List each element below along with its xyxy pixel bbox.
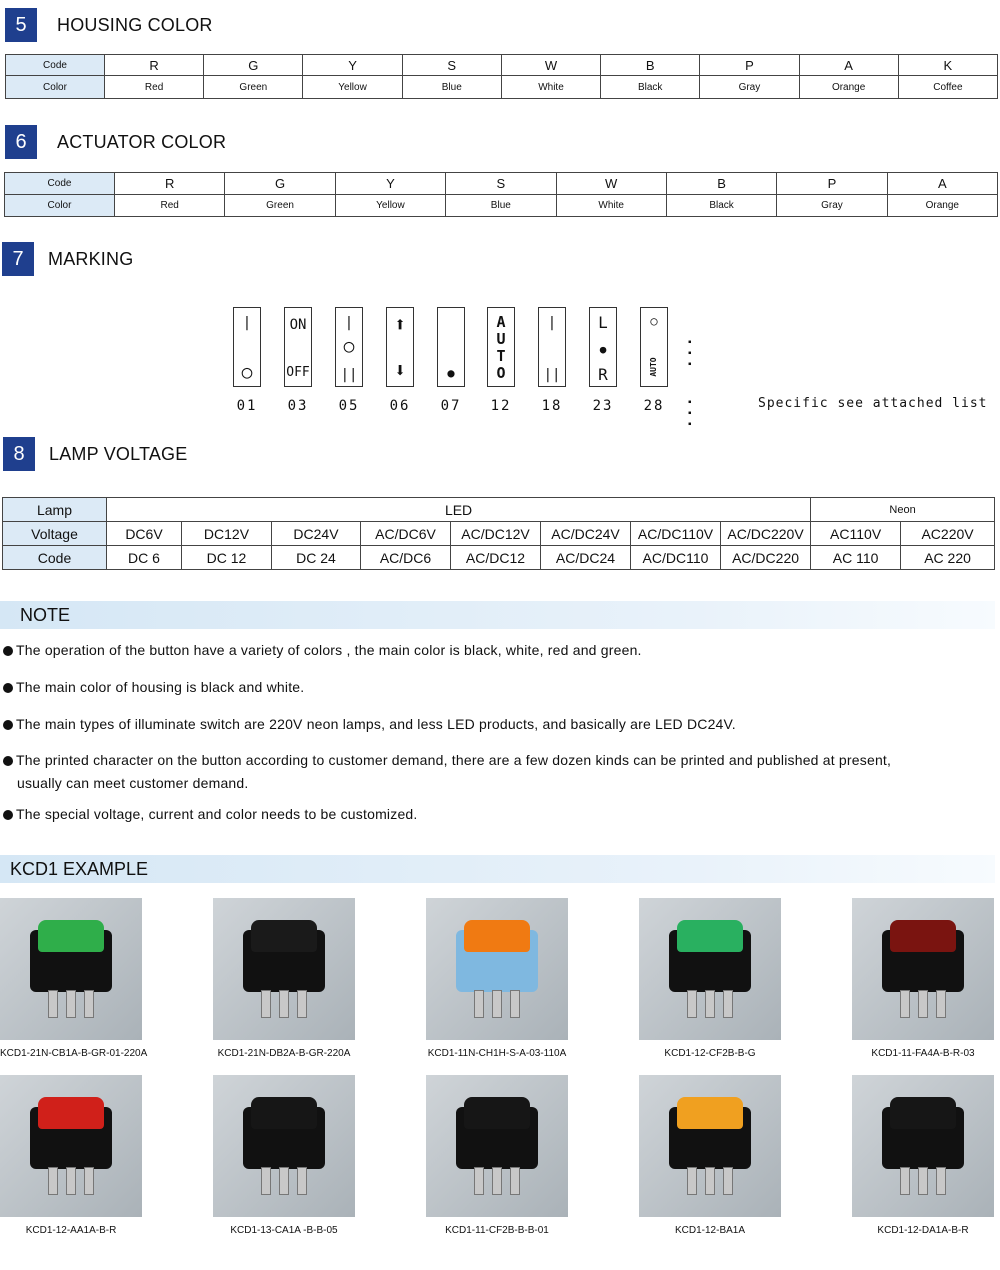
marking-18 — [538, 307, 566, 387]
section-title: ACTUATOR COLOR — [57, 131, 227, 152]
switch-terminal — [936, 990, 946, 1018]
marking-code: 05 — [338, 398, 360, 414]
color-cell: Red — [105, 76, 204, 99]
code-label: Code — [6, 55, 105, 76]
color-label: Color — [6, 76, 105, 99]
color-cell: Gray — [700, 76, 799, 99]
example-caption: KCD1-12-DA1A-B-R — [877, 1225, 969, 1236]
color-cell: Black — [666, 195, 776, 217]
ellipsis: ▪ ▪ ▪ — [688, 397, 694, 430]
switch-terminal — [279, 1167, 289, 1195]
example-caption: KCD1-12-BA1A — [674, 1225, 746, 1236]
product-photo — [639, 898, 781, 1040]
switch-terminal — [474, 1167, 484, 1195]
marking-glyph: O — [496, 364, 506, 382]
color-label: Color — [5, 195, 115, 217]
code-cell: B — [601, 55, 700, 76]
example-caption: KCD1-12-CF2B-B-G — [664, 1048, 756, 1059]
marking-05 — [335, 307, 363, 387]
switch-terminal — [900, 990, 910, 1018]
example-caption: KCD1-21N-CB1A-B-GR-01-220A — [0, 1048, 148, 1059]
code-cell: Y — [335, 173, 445, 195]
marking-glyph: ON — [289, 317, 307, 333]
code-cell: AC/DC24 — [541, 546, 631, 570]
example-caption: KCD1-12-AA1A-B-R — [25, 1225, 117, 1236]
marking-06 — [386, 307, 414, 387]
color-cell: Black — [601, 76, 700, 99]
marking-glyph: || — [340, 367, 358, 383]
color-cell: Red — [115, 195, 225, 217]
marking-01 — [233, 307, 261, 387]
marking-code: 28 — [643, 398, 665, 414]
marking-code: 06 — [389, 398, 411, 414]
switch-terminal — [687, 990, 697, 1018]
marking-code: 12 — [490, 398, 512, 414]
example-caption: KCD1-11N-CH1H-S-A-03-110A — [427, 1048, 567, 1059]
code-cell: DC 12 — [182, 546, 272, 570]
switch-terminal — [84, 1167, 94, 1195]
example-product — [852, 898, 994, 1059]
code-cell: P — [777, 173, 887, 195]
switch-actuator — [464, 1097, 530, 1129]
example-product — [639, 1075, 781, 1236]
marking-glyph: OFF — [286, 365, 310, 380]
example-product — [213, 1075, 355, 1236]
marking-28 — [640, 307, 668, 387]
voltage-cell: AC/DC12V — [451, 522, 541, 546]
example-caption: KCD1-11-CF2B-B-B-01 — [445, 1225, 549, 1236]
note-text: The operation of the button have a variety of colors , the main color is black, white, red and green. — [16, 642, 642, 658]
switch-terminal — [66, 1167, 76, 1195]
switch-terminal — [900, 1167, 910, 1195]
product-photo — [0, 898, 142, 1040]
lamp-label: Lamp — [3, 498, 107, 522]
example-product — [0, 1075, 142, 1236]
note-title: NOTE — [20, 604, 71, 625]
code-cell: G — [225, 173, 335, 195]
switch-terminal — [510, 1167, 520, 1195]
example-product — [213, 898, 355, 1059]
product-photo — [852, 898, 994, 1040]
code-cell: AC/DC6 — [361, 546, 451, 570]
code-cell: W — [556, 173, 666, 195]
bullet-icon — [3, 683, 13, 693]
switch-actuator — [464, 920, 530, 952]
code-cell: AC/DC110 — [631, 546, 721, 570]
note-item-continuation — [17, 775, 249, 791]
voltage-cell: DC24V — [272, 522, 361, 546]
color-cell: Yellow — [303, 76, 402, 99]
code-cell: A — [887, 173, 997, 195]
product-photo — [426, 1075, 568, 1217]
product-photo — [0, 1075, 142, 1217]
switch-terminal — [723, 1167, 733, 1195]
marking-glyph: | — [344, 315, 354, 331]
marking-code: 07 — [440, 398, 462, 414]
color-cell: White — [501, 76, 600, 99]
voltage-cell: AC110V — [811, 522, 901, 546]
example-caption: KCD1-21N-DB2A-B-GR-220A — [217, 1048, 351, 1059]
voltage-cell: DC6V — [107, 522, 182, 546]
led-header: LED — [107, 498, 811, 522]
marking-note: Specific see attached list — [758, 396, 988, 411]
marking-glyph: T — [496, 347, 506, 365]
switch-actuator — [890, 920, 956, 952]
voltage-cell: AC/DC220V — [721, 522, 811, 546]
dot-icon: ● — [447, 366, 455, 380]
section-number: 6 — [5, 125, 37, 159]
section-number: 5 — [5, 8, 37, 42]
code-cell: R — [115, 173, 225, 195]
switch-terminal — [261, 1167, 271, 1195]
code-label: Code — [5, 173, 115, 195]
marking-12 — [487, 307, 515, 387]
examples-header — [0, 855, 995, 883]
switch-terminal — [492, 990, 502, 1018]
switch-actuator — [251, 1097, 317, 1129]
switch-terminal — [474, 990, 484, 1018]
marking-glyph: | — [242, 315, 252, 331]
note-text: The printed character on the button according to customer demand, there are a few dozen kinds can be printed and published at present, — [16, 752, 892, 768]
section-number: 7 — [2, 242, 34, 276]
switch-actuator — [890, 1097, 956, 1129]
note-text: The main types of illuminate switch are 220V neon lamps, and less LED products, and basically are LED DC24V. — [16, 716, 736, 732]
marking-code: 18 — [541, 398, 563, 414]
examples-title: KCD1 EXAMPLE — [10, 858, 149, 879]
arrow-down-icon: ⬇ — [393, 358, 407, 382]
section-marking-header — [2, 242, 133, 276]
code-cell: W — [501, 55, 600, 76]
color-cell: Orange — [887, 195, 997, 217]
switch-terminal — [66, 990, 76, 1018]
switch-terminal — [48, 990, 58, 1018]
code-cell: AC/DC220 — [721, 546, 811, 570]
switch-terminal — [510, 990, 520, 1018]
code-cell: G — [204, 55, 303, 76]
actuator-color-table — [4, 172, 998, 217]
example-caption: KCD1-13-CA1A -B-B-05 — [230, 1225, 338, 1236]
switch-terminal — [918, 1167, 928, 1195]
bullet-icon — [3, 646, 13, 656]
marking-23 — [589, 307, 617, 387]
note-item — [3, 642, 642, 658]
note-item — [3, 716, 736, 732]
product-photo — [213, 898, 355, 1040]
switch-actuator — [677, 920, 743, 952]
color-cell: Gray — [777, 195, 887, 217]
marking-03 — [284, 307, 312, 387]
switch-terminal — [492, 1167, 502, 1195]
marking-glyph: AUTO — [649, 357, 658, 377]
code-cell: K — [898, 55, 997, 76]
note-text: The main color of housing is black and white. — [16, 679, 305, 695]
bullet-icon — [3, 756, 13, 766]
switch-terminal — [918, 990, 928, 1018]
switch-actuator — [38, 920, 104, 952]
note-item — [3, 679, 304, 695]
switch-terminal — [297, 990, 307, 1018]
example-product — [426, 898, 568, 1059]
dot-icon: ● — [599, 343, 607, 356]
switch-terminal — [48, 1167, 58, 1195]
marking-07 — [437, 307, 465, 387]
neon-header: Neon — [811, 498, 995, 522]
code-cell: AC/DC12 — [451, 546, 541, 570]
voltage-cell: DC12V — [182, 522, 272, 546]
note-item — [3, 806, 418, 822]
section-lamp-header — [3, 437, 187, 471]
marking-glyph: ○ — [343, 336, 355, 357]
note-text: usually can meet customer demand. — [17, 775, 249, 791]
arrow-up-icon: ⬆ — [393, 312, 407, 336]
code-cell: DC 6 — [107, 546, 182, 570]
marking-glyph: A — [496, 313, 506, 331]
note-header — [0, 601, 995, 629]
section-title: LAMP VOLTAGE — [49, 443, 188, 464]
code-cell: R — [105, 55, 204, 76]
voltage-cell: AC/DC6V — [361, 522, 451, 546]
switch-terminal — [723, 990, 733, 1018]
product-photo — [852, 1075, 994, 1217]
section-title: HOUSING COLOR — [57, 14, 213, 35]
switch-actuator — [677, 1097, 743, 1129]
code-cell: B — [666, 173, 776, 195]
bullet-icon — [3, 720, 13, 730]
switch-actuator — [251, 920, 317, 952]
color-cell: Green — [204, 76, 303, 99]
switch-terminal — [297, 1167, 307, 1195]
section-housing-header — [5, 8, 213, 42]
code-cell: S — [402, 55, 501, 76]
marking-glyph: || — [543, 367, 561, 383]
code-label: Code — [3, 546, 107, 570]
switch-terminal — [936, 1167, 946, 1195]
color-cell: White — [556, 195, 666, 217]
voltage-cell: AC/DC24V — [541, 522, 631, 546]
housing-color-table — [5, 54, 998, 99]
voltage-cell: AC/DC110V — [631, 522, 721, 546]
color-cell: Green — [225, 195, 335, 217]
ellipsis: ▪ ▪ ▪ — [688, 337, 694, 370]
section-title: MARKING — [48, 248, 134, 269]
code-cell: AC 220 — [901, 546, 995, 570]
lamp-voltage-table — [2, 497, 995, 570]
color-cell: Coffee — [898, 76, 997, 99]
color-cell: Blue — [446, 195, 556, 217]
section-number: 8 — [3, 437, 35, 471]
marking-glyph: L — [598, 313, 608, 332]
code-cell: P — [700, 55, 799, 76]
example-product — [426, 1075, 568, 1236]
marking-code: 23 — [592, 398, 614, 414]
marking-glyph: | — [547, 315, 557, 331]
voltage-cell: AC220V — [901, 522, 995, 546]
code-cell: DC 24 — [272, 546, 361, 570]
example-product — [639, 898, 781, 1059]
product-photo — [426, 898, 568, 1040]
code-cell: S — [446, 173, 556, 195]
code-cell: AC 110 — [811, 546, 901, 570]
code-cell: Y — [303, 55, 402, 76]
switch-terminal — [705, 1167, 715, 1195]
example-product — [852, 1075, 994, 1236]
color-cell: Yellow — [335, 195, 445, 217]
note-text: The special voltage, current and color needs to be customized. — [16, 806, 418, 822]
code-cell: A — [799, 55, 898, 76]
example-product — [0, 898, 148, 1059]
color-cell: Orange — [799, 76, 898, 99]
switch-terminal — [705, 990, 715, 1018]
bullet-icon — [3, 810, 13, 820]
marking-glyph: ○ — [241, 362, 253, 383]
product-photo — [213, 1075, 355, 1217]
marking-glyph: ○ — [650, 314, 658, 328]
example-caption: KCD1-11-FA4A-B-R-03 — [871, 1048, 975, 1059]
marking-glyph: U — [496, 330, 506, 348]
switch-terminal — [687, 1167, 697, 1195]
color-cell: Blue — [402, 76, 501, 99]
marking-code: 03 — [287, 398, 309, 414]
note-item — [3, 752, 891, 768]
product-photo — [639, 1075, 781, 1217]
marking-code: 01 — [236, 398, 258, 414]
voltage-label: Voltage — [3, 522, 107, 546]
switch-terminal — [279, 990, 289, 1018]
switch-terminal — [261, 990, 271, 1018]
switch-terminal — [84, 990, 94, 1018]
section-actuator-header — [5, 125, 226, 159]
switch-actuator — [38, 1097, 104, 1129]
marking-glyph: R — [598, 365, 608, 384]
